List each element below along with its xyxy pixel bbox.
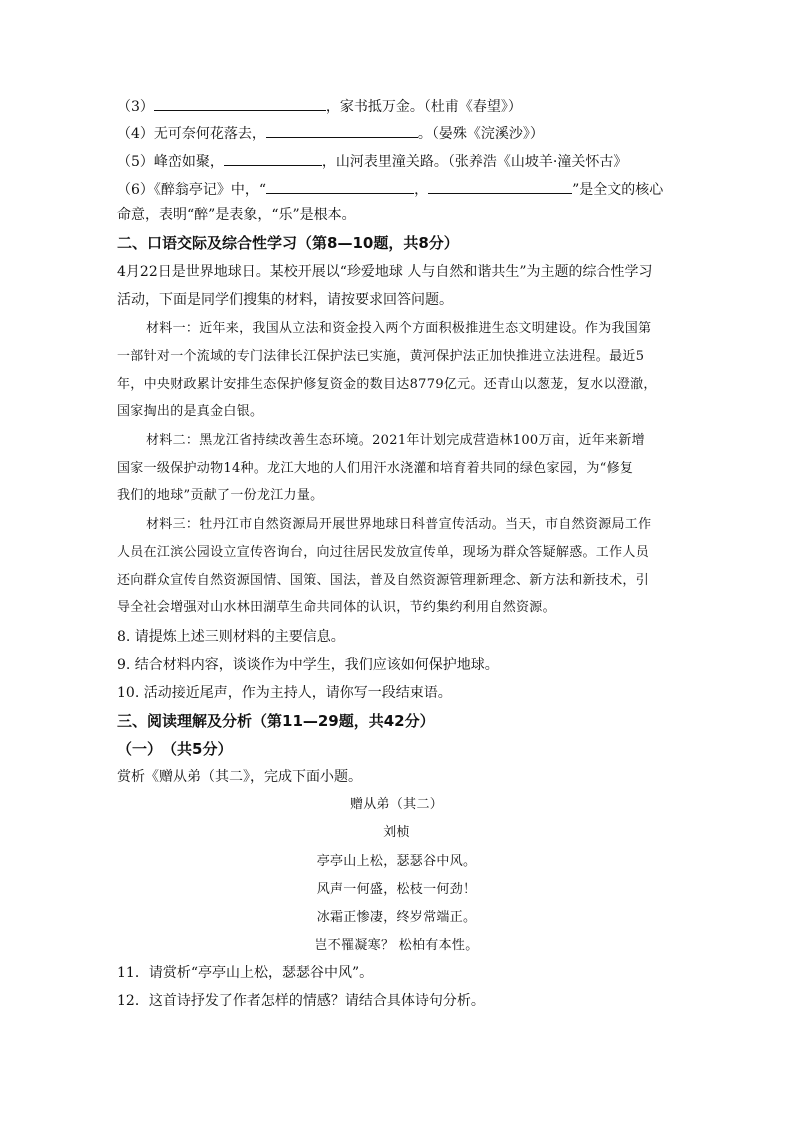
material-1-line: 年，中央财政累计安排生态保护修复资金的数目达8779亿元。还青山以葱茏，复水以澄澈， (117, 377, 657, 392)
question-12: 12．这首诗抒发了作者怎样的情感？请结合具体诗句分析。 (117, 993, 485, 1009)
poem-line: 岂不罹凝寒？ 松柏有本性。 (314, 938, 479, 953)
fill-blank-6 (117, 179, 717, 199)
material-3-line: 还向群众宣传自然资源国情、国策、国法，普及自然资源管理新理念、新方法和新技术，引 (117, 573, 650, 588)
item-number: （3） (117, 99, 154, 115)
answer-blank[interactable] (154, 96, 326, 111)
material-1-line: 国家掏出的是真金白银。 (117, 404, 264, 419)
section-3-heading: 三、阅读理解及分析（第11—29题，共42分） (117, 712, 435, 730)
item-text: ，山河表里潼关路。（张养浩《山坡羊·潼关怀古》 (321, 154, 628, 170)
item-number: （6） (117, 182, 154, 198)
material-2-line: 材料二：黑龙江省持续改善生态环境。2021年计划完成营造林100万亩，近年来新增 (146, 433, 645, 448)
part-1-heading: （一） （共5分） (117, 740, 233, 758)
material-3-line: 材料三：牡丹江市自然资源局开展世界地球日科普宣传活动。当天，市自然资源局工作 (146, 517, 652, 532)
material-1-line: 材料一：近年来，我国从立法和资金投入两个方面积极推进生态文明建设。作为我国第 (146, 321, 652, 336)
material-2-line: 国家一级保护动物14种。龙江大地的人们用汗水浇灌和培育着共同的绿色家园，为“修复 (117, 461, 634, 476)
fill-blank-6-continued: 命意，表明“醉”是表象，“乐”是根本。 (117, 207, 356, 223)
item-text: ，家书抵万金。（杜甫《春望》） (325, 99, 522, 115)
answer-blank[interactable] (224, 151, 322, 166)
fill-blank-3 (117, 96, 717, 116)
poem-line: 亭亭山上松，瑟瑟谷中风。 (316, 854, 477, 869)
fill-blank-5 (117, 151, 717, 171)
item-text: 峰峦如聚， (153, 154, 224, 170)
fill-blank-4 (117, 123, 717, 143)
poem-line: 风声一何盛，松枝一何劲！ (316, 882, 477, 897)
material-3-line: 人员在江滨公园设立宣传咨询台，向过往居民发放宣传单，现场为群众答疑解惑。工作人员 (117, 545, 650, 560)
section-2-intro-line: 活动，下面是同学们搜集的材料，请按要求回答问题。 (117, 292, 453, 308)
answer-blank[interactable] (266, 123, 418, 138)
poem-instructions: 赏析《赠从弟（其二》，完成下面小题。 (117, 769, 362, 785)
section-2-intro-line: 4月22日是世界地球日。某校开展以“珍爱地球 人与自然和谐共生”为主题的综合性学习 (117, 264, 653, 280)
question-11: 11．请赏析“亭亭山上松，瑟瑟谷中风”。 (117, 965, 374, 981)
poem-author: 刘桢 (383, 825, 410, 840)
material-3-line: 导全社会增强对山水林田湖草生命共同体的认识，节约集约利用自然资源。 (117, 600, 556, 615)
answer-blank[interactable] (428, 179, 572, 194)
question-10: 10. 活动接近尾声，作为主持人，请你写一段结束语。 (117, 685, 452, 701)
question-8: 8. 请提炼上述三则材料的主要信息。 (117, 629, 345, 645)
question-9: 9. 结合材料内容，谈谈作为中学生，我们应该如何保护地球。 (117, 657, 499, 673)
material-2-line: 我们的地球”贡献了一份龙江力量。 (117, 488, 324, 503)
item-text: 无可奈何花落去， (153, 126, 266, 142)
item-text: ”是全文的核心 (572, 182, 664, 198)
section-2-heading: 二、口语交际及综合性学习（第8—10题，共8分） (117, 234, 459, 252)
item-text: 。（晏殊《浣溪沙》） (417, 126, 544, 142)
answer-blank[interactable] (266, 179, 414, 194)
item-number: （4） (117, 126, 154, 142)
material-1-line: 一部针对一个流域的专门法律长江保护法已实施，黄河保护法正加快推进立法进程。最近5 (117, 349, 645, 364)
item-number: （5） (117, 154, 154, 170)
poem-line: 冰霜正惨凄，终岁常端正。 (316, 910, 477, 925)
item-text: ， (414, 182, 429, 198)
poem-title: 赠从弟（其二） (349, 797, 444, 812)
item-text: 《醉翁亭记》中，“ (153, 182, 267, 198)
